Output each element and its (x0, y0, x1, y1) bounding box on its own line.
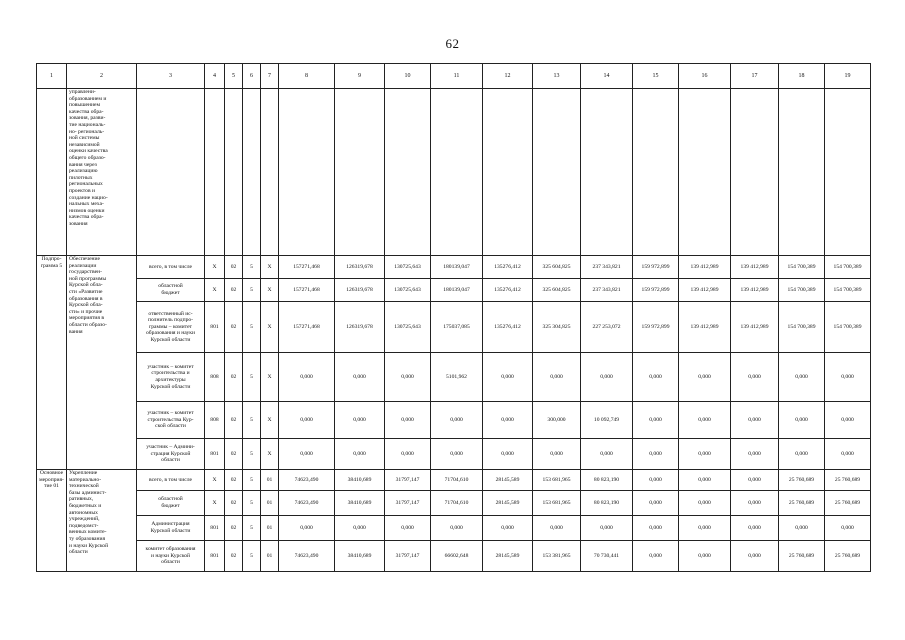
header-cell-4: 4 (205, 64, 225, 89)
cell-col12: 135276,412 (483, 302, 533, 353)
cell-col14: 10 092,749 (581, 402, 633, 439)
cell-col14 (581, 89, 633, 256)
table-row (37, 302, 871, 353)
cell-col7: X (261, 256, 279, 279)
measure01-description: Укрепление материально- технической базы админист- ративных, бюджетных и автономных учреждений, подведомст- венных комите- ту образования и науки Курской области (67, 470, 137, 572)
cell-col16: 0,000 (679, 353, 731, 402)
cell-col16: 0,000 (679, 439, 731, 470)
header-cell-15: 15 (633, 64, 679, 89)
cell-col5 (225, 89, 243, 256)
cell-col9: 38410,689 (335, 470, 385, 491)
cell-col17 (731, 89, 779, 256)
cell-col9: 126319,678 (335, 256, 385, 279)
cell-col14: 237 343,821 (581, 256, 633, 279)
header-cell-1: 1 (37, 64, 67, 89)
cell-col9: 38410,689 (335, 491, 385, 516)
cell-col7: X (261, 279, 279, 302)
cell-col3: Администрация Курской области (137, 516, 205, 541)
cell-col14: 0,000 (581, 439, 633, 470)
cell-col8: 0,000 (279, 516, 335, 541)
cell-col15: 0,000 (633, 470, 679, 491)
cell-col11: 180139,047 (431, 279, 483, 302)
cell-col16: 139 412,989 (679, 302, 731, 353)
cell-col18: 25 760,689 (779, 470, 825, 491)
cell-col9 (335, 89, 385, 256)
cell-col12: 0,000 (483, 353, 533, 402)
cell-col15 (633, 89, 679, 256)
cell-col12: 135276,412 (483, 279, 533, 302)
cell-col5: 02 (225, 256, 243, 279)
cell-col6: 5 (243, 491, 261, 516)
cell-col16: 0,000 (679, 402, 731, 439)
cell-col17: 0,000 (731, 353, 779, 402)
cell-col19: 25 760,689 (825, 541, 871, 572)
cell-col19: 0,000 (825, 439, 871, 470)
header-cell-10: 10 (385, 64, 431, 89)
cell-col19: 154 700,389 (825, 302, 871, 353)
cell-col18: 25 760,689 (779, 541, 825, 572)
cell-col7: X (261, 302, 279, 353)
cell-col9: 0,000 (335, 402, 385, 439)
cell-col5: 02 (225, 541, 243, 572)
cell-col1 (37, 89, 67, 256)
cell-col3: областной бюджет (137, 491, 205, 516)
cell-col5: 02 (225, 353, 243, 402)
cell-col14: 0,000 (581, 516, 633, 541)
cell-col5: 02 (225, 516, 243, 541)
cell-col13: 325 604,825 (533, 256, 581, 279)
cell-col11: 175037,085 (431, 302, 483, 353)
cell-col13: 153 681,965 (533, 470, 581, 491)
cell-col5: 02 (225, 402, 243, 439)
table-row (37, 470, 871, 491)
header-row (37, 64, 871, 89)
budget-table (36, 63, 871, 572)
cell-col13 (533, 89, 581, 256)
cell-col14: 227 253,072 (581, 302, 633, 353)
cell-col18: 154 700,389 (779, 302, 825, 353)
cell-col9: 126319,678 (335, 302, 385, 353)
header-cell-7: 7 (261, 64, 279, 89)
table-row (37, 439, 871, 470)
cell-col18: 0,000 (779, 439, 825, 470)
cell-col10: 31797,147 (385, 491, 431, 516)
cell-col15: 159 972,899 (633, 302, 679, 353)
cell-col18: 0,000 (779, 402, 825, 439)
cell-col17: 139 412,989 (731, 279, 779, 302)
cell-col14: 80 823,190 (581, 470, 633, 491)
cell-col16: 0,000 (679, 541, 731, 572)
cell-col16: 0,000 (679, 491, 731, 516)
cell-col18: 154 700,389 (779, 256, 825, 279)
cell-col5: 02 (225, 491, 243, 516)
header-cell-11: 11 (431, 64, 483, 89)
cell-col6: 5 (243, 256, 261, 279)
cell-col10: 0,000 (385, 402, 431, 439)
header-cell-19: 19 (825, 64, 871, 89)
cell-col10: 31797,147 (385, 470, 431, 491)
cell-col4: 801 (205, 302, 225, 353)
cell-col15: 159 972,899 (633, 279, 679, 302)
cell-col4 (205, 89, 225, 256)
cell-col9: 0,000 (335, 439, 385, 470)
cell-col6: 5 (243, 541, 261, 572)
cell-col6: 5 (243, 279, 261, 302)
cell-col3: участник – Админи- страция Курской области (137, 439, 205, 470)
cell-col11: 5101,962 (431, 353, 483, 402)
cell-col8: 157271,468 (279, 279, 335, 302)
cell-col10: 31797,147 (385, 541, 431, 572)
cell-col3: всего, в том числе (137, 256, 205, 279)
cell-col11: 0,000 (431, 439, 483, 470)
measure01-title: Основное мероприя- тие 01 (37, 470, 67, 572)
cell-col4: 808 (205, 402, 225, 439)
cell-col11: 180139,047 (431, 256, 483, 279)
cell-col7: 01 (261, 541, 279, 572)
cell-col8: 0,000 (279, 439, 335, 470)
cell-col5: 02 (225, 439, 243, 470)
cell-col12: 135276,412 (483, 256, 533, 279)
cell-col4: 801 (205, 439, 225, 470)
cell-col18: 0,000 (779, 353, 825, 402)
cell-col3: участник – комитет строительства и архитектуры Курской области (137, 353, 205, 402)
header-cell-17: 17 (731, 64, 779, 89)
cell-col4: 801 (205, 516, 225, 541)
cell-col17: 139 412,989 (731, 256, 779, 279)
table-row (37, 491, 871, 516)
cell-col16: 139 412,989 (679, 279, 731, 302)
cell-col18: 154 700,389 (779, 279, 825, 302)
cell-col8: 74623,490 (279, 470, 335, 491)
cell-col7: X (261, 353, 279, 402)
cell-col4: 801 (205, 541, 225, 572)
cell-col14: 237 343,821 (581, 279, 633, 302)
cell-col18: 25 760,689 (779, 491, 825, 516)
cell-col13: 0,000 (533, 439, 581, 470)
cell-col17: 0,000 (731, 402, 779, 439)
cell-col5: 02 (225, 470, 243, 491)
header-cell-13: 13 (533, 64, 581, 89)
cell-col11 (431, 89, 483, 256)
cell-col19: 25 760,689 (825, 491, 871, 516)
cell-col3 (137, 89, 205, 256)
table-row (37, 516, 871, 541)
header-cell-14: 14 (581, 64, 633, 89)
cell-col13: 153 381,965 (533, 541, 581, 572)
subprogram5-title: Подпро- грамма 5 (37, 256, 67, 470)
header-cell-18: 18 (779, 64, 825, 89)
cell-col15: 0,000 (633, 439, 679, 470)
cell-col4: X (205, 470, 225, 491)
subprogram5-description: Обеспечение реализации государствен- ной программы Курской обла- сти «Развитие образования в Курской обла- сти» и прочие мероприятия в области образо- вания (67, 256, 137, 470)
cell-col3: всего, в том числе (137, 470, 205, 491)
cell-col11: 71704,610 (431, 491, 483, 516)
cell-col8 (279, 89, 335, 256)
table-row (37, 89, 871, 256)
table-row (37, 541, 871, 572)
cell-col9: 0,000 (335, 516, 385, 541)
table-row (37, 256, 871, 279)
cell-col12 (483, 89, 533, 256)
cell-col16: 0,000 (679, 470, 731, 491)
cell-col9: 126319,678 (335, 279, 385, 302)
cell-col19: 154 700,389 (825, 279, 871, 302)
header-cell-3: 3 (137, 64, 205, 89)
cell-col4: X (205, 491, 225, 516)
cell-col12: 0,000 (483, 439, 533, 470)
cell-col8: 0,000 (279, 402, 335, 439)
cell-col7 (261, 89, 279, 256)
cell-col19 (825, 89, 871, 256)
cell-col10: 130725,643 (385, 256, 431, 279)
cell-col15: 0,000 (633, 353, 679, 402)
cell-col12: 0,000 (483, 516, 533, 541)
cell-col17: 0,000 (731, 439, 779, 470)
cell-col8: 74623,490 (279, 491, 335, 516)
cell-col7: X (261, 439, 279, 470)
cell-col13: 325 304,825 (533, 302, 581, 353)
cell-col6: 5 (243, 402, 261, 439)
cell-col17: 139 412,989 (731, 302, 779, 353)
cell-col19: 154 700,389 (825, 256, 871, 279)
cell-col19: 0,000 (825, 516, 871, 541)
cell-col3: ответственный ис- полнитель подпро- граммы – комитет образования и науки Курской области (137, 302, 205, 353)
cell-col7: 01 (261, 516, 279, 541)
cell-col15: 0,000 (633, 491, 679, 516)
cell-col13: 300,000 (533, 402, 581, 439)
cell-col19: 0,000 (825, 353, 871, 402)
cell-col10: 130725,643 (385, 302, 431, 353)
cell-col17: 0,000 (731, 470, 779, 491)
cell-col5: 02 (225, 302, 243, 353)
cell-col6: 5 (243, 516, 261, 541)
cell-col11: 0,000 (431, 516, 483, 541)
cell-col3: областной бюджет (137, 279, 205, 302)
cell-col17: 0,000 (731, 491, 779, 516)
header-cell-16: 16 (679, 64, 731, 89)
cell-col4: 808 (205, 353, 225, 402)
cell-col15: 0,000 (633, 541, 679, 572)
cell-col12: 28145,589 (483, 491, 533, 516)
cell-col3: участник – комитет строительства Кур- ской области (137, 402, 205, 439)
cell-col15: 0,000 (633, 516, 679, 541)
cell-col13: 0,000 (533, 516, 581, 541)
cell-col14: 0,000 (581, 353, 633, 402)
table-row (37, 402, 871, 439)
cell-col16: 139 412,989 (679, 256, 731, 279)
cell-col14: 70 730,441 (581, 541, 633, 572)
cell-col7: X (261, 402, 279, 439)
cell-col9: 0,000 (335, 353, 385, 402)
cell-col19: 0,000 (825, 402, 871, 439)
cell-col18 (779, 89, 825, 256)
cell-col19: 25 760,689 (825, 470, 871, 491)
cell-col12: 0,000 (483, 402, 533, 439)
cell-col6: 5 (243, 302, 261, 353)
cell-col8: 0,000 (279, 353, 335, 402)
cell-col6: 5 (243, 470, 261, 491)
cell-col10: 0,000 (385, 353, 431, 402)
cell-col13: 153 681,965 (533, 491, 581, 516)
cell-col11: 71704,610 (431, 470, 483, 491)
cell-col15: 0,000 (633, 402, 679, 439)
cell-col3: комитет образования и науки Курской области (137, 541, 205, 572)
cell-col7: 01 (261, 491, 279, 516)
cell-col4: X (205, 279, 225, 302)
cell-col8: 157271,468 (279, 256, 335, 279)
cell-col10: 130725,643 (385, 279, 431, 302)
cell-col8: 157271,468 (279, 302, 335, 353)
cell-col6 (243, 89, 261, 256)
cell-col10: 0,000 (385, 516, 431, 541)
cell-col17: 0,000 (731, 541, 779, 572)
cell-col10: 0,000 (385, 439, 431, 470)
cell-col10 (385, 89, 431, 256)
cell-col9: 38410,689 (335, 541, 385, 572)
cell-col18: 0,000 (779, 516, 825, 541)
cell-col13: 0,000 (533, 353, 581, 402)
cell-col12: 28145,589 (483, 470, 533, 491)
cell-col17: 0,000 (731, 516, 779, 541)
cell-col6: 5 (243, 439, 261, 470)
cell-col15: 159 972,899 (633, 256, 679, 279)
header-cell-6: 6 (243, 64, 261, 89)
cell-col16 (679, 89, 731, 256)
cell-col8: 74623,490 (279, 541, 335, 572)
header-cell-12: 12 (483, 64, 533, 89)
cell-col11: 66602,648 (431, 541, 483, 572)
cell-col14: 80 823,190 (581, 491, 633, 516)
cell-col4: X (205, 256, 225, 279)
table-row (37, 353, 871, 402)
table-row (37, 279, 871, 302)
cell-col6: 5 (243, 353, 261, 402)
cell-col7: 01 (261, 470, 279, 491)
cell-col11: 0,000 (431, 402, 483, 439)
cell-col2: управлени- образованием и повышением качества обра- зования, разви- тие националь- но- региональ- ной системы независимой оценки качества общего образо- вания через реализацию пилотных региональных проектов и создание нацио- нальных меха- низмов оценки качества обра- зования (67, 89, 137, 256)
header-cell-2: 2 (67, 64, 137, 89)
cell-col16: 0,000 (679, 516, 731, 541)
cell-col5: 02 (225, 279, 243, 302)
cell-col13: 325 604,825 (533, 279, 581, 302)
header-cell-5: 5 (225, 64, 243, 89)
header-cell-9: 9 (335, 64, 385, 89)
cell-col12: 28145,589 (483, 541, 533, 572)
page-number: 62 (445, 36, 460, 51)
header-cell-8: 8 (279, 64, 335, 89)
